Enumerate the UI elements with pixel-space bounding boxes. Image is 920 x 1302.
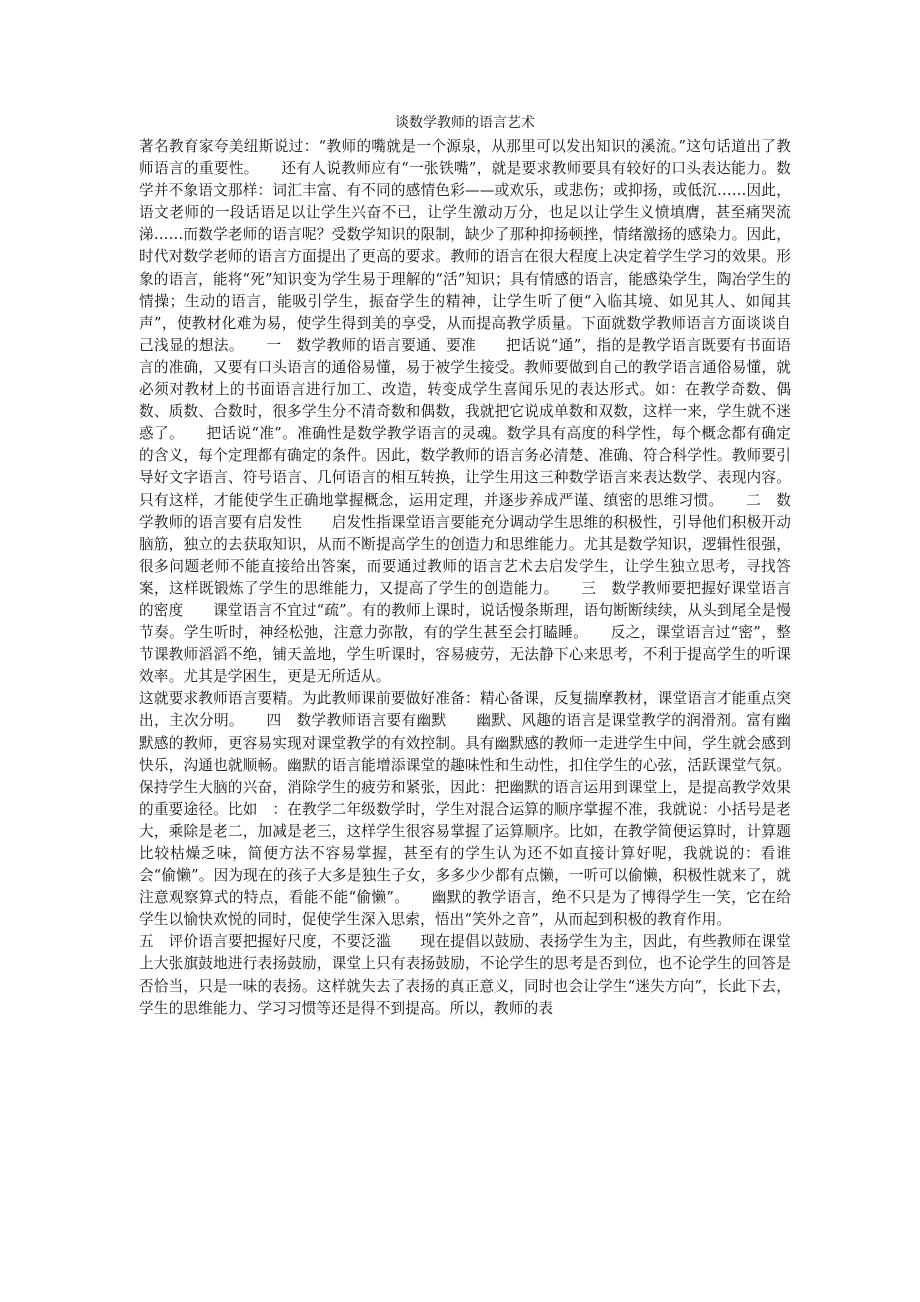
- document-page: [139, 112, 791, 1020]
- document-body: [139, 136, 791, 1020]
- document-title: 谈数学教师的语言艺术: [395, 115, 535, 131]
- paragraph: 这就要求教师语言要精。为此教师课前要做好准备：精心备课，反复揣摩教材，课堂语言才能重点突出，主次分明。 四 数学教师语言要有幽默 幽默、风趣的语言是课堂教学的润滑剂。富有幽默感的教师，更容易实现对课堂教学的有效控制。具有幽默感的教师一走进学生中间，学生就会感到快乐，沟通也就顺畅。幽默的语言能增添课堂的趣味性和生动性，扣住学生的心弦，活跃课堂气氛。保持学生大脑的兴奋，消除学生的疲劳和紧张，因此：把幽默的语言运用到课堂上，是提高教学效果的重要途径。比如 ：在教学二年级数学时，学生对混合运算的顺序掌握不准，我就说：小括号是老大，乘除是老二，加减是老三，这样学生很容易掌握了运算顺序。比如，在教学简便运算时，计算题比较枯燥乏味，简便方法不容易掌握，甚至有的学生认为还不如直接计算好呢，我就说的：看谁会“偷懒”。因为现在的孩子大多是独生子女，多多少少都有点懒，一听可以偷懒，积极性就来了，就注意观察算式的特点，看能不能“偷懒”。 幽默的教学语言，绝不只是为了博得学生一笑，它在给学生以愉快欢悦的同时，促使学生深入思索，悟出“笑外之音”，从而起到积极的教育作用。: [139, 690, 791, 929]
- paragraph: 著名教育家夸美纽斯说过：“教师的嘴就是一个源泉，从那里可以发出知识的溪流。”这句话道出了教师语言的重要性。 还有人说教师应有“一张铁嘴”，就是要求教师要具有较好的口头表达能力。数学并不象语文那样：词汇丰富、有不同的感情色彩——或欢乐，或悲伤；或抑扬，或低沉……因此，语文老师的一段话语足以让学生兴奋不已，让学生激动万分，也足以让学生义愤填膺，甚至痛哭流涕……而数学老师的语言呢？受数学知识的限制，缺少了那种抑扬顿挫，情绪激扬的感染力。因此，时代对数学老师的语言方面提出了更高的要求。教师的语言在很大程度上决定着学生学习的效果。形象的语言，能将“死”知识变为学生易于理解的“活”知识；具有情感的语言，能感染学生，陶冶学生的情操；生动的语言，能吸引学生，振奋学生的精神，让学生听了便“入临其境、如见其人、如闻其声”，使教材化难为易，使学生得到美的享受，从而提高教学质量。下面就数学教师语言方面谈谈自己浅显的想法。 一 数学教师的语言要通、要准 把话说“通”，指的是教学语言既要有书面语言的准确，又要有口头语言的通俗易懂，易于被学生接受。教师要做到自己的教学语言通俗易懂，就必须对教材上的书面语言进行加工、改造，转变成学生喜闻乐见的表达形式。如：在教学奇数、偶数、质数、合数时，很多学生分不清奇数和偶数，我就把它说成单数和双数，这样一来，学生就不迷惑了。 把话说“准”。准确性是数学教学语言的灵魂。数学具有高度的科学性，每个概念都有确定的含义，每个定理都有确定的条件。因此，数学教师的语言务必清楚、准确、符合科学性。教师要引导好文字语言、符号语言、几何语言的相互转换，让学生用这三种数学语言来表达数学、表现内容。只有这样，才能使学生正确地掌握概念，运用定理，并逐步养成严谨、缜密的思维习惯。 二 数学教师的语言要有启发性 启发性指课堂语言要能充分调动学生思维的积极性，引导他们积极开动脑筋，独立的去获取知识，从而不断提高学生的创造力和思维能力。尤其是数学知识，逻辑性很强，很多问题老师不能直接给出答案，而要通过教师的语言艺术去启发学生，让学生独立思考，寻找答案，这样既锻炼了学生的思维能力，又提高了学生的创造能力。 三 数学教师要把握好课堂语言的密度 课堂语言不宜过“疏”。有的教师上课时，说话慢条斯理，语句断断续续，从头到尾全是慢节奏。学生听时，神经松弛，注意力弥散，有的学生甚至会打瞌睡。 反之，课堂语言过“密”，整节课教师滔滔不绝，铺天盖地，学生听课时，容易疲劳，无法静下心来思考，不利于提高学生的听课效率。尤其是学困生，更是无所适从。: [139, 138, 791, 686]
- paragraph: 五 评价语言要把握好尺度，不要泛滥 现在提倡以鼓励、表扬学生为主，因此，有些教师在课堂上大张旗鼓地进行表扬鼓励，课堂上只有表扬鼓励，不论学生的思考是否到位，也不论学生的回答是否恰当，只是一味的表扬。这样就失去了表扬的真正意义，同时也会让学生“迷失方向”，长此下去，学生的思维能力、学习习惯等还是得不到提高。所以，教师的表: [139, 933, 791, 1017]
